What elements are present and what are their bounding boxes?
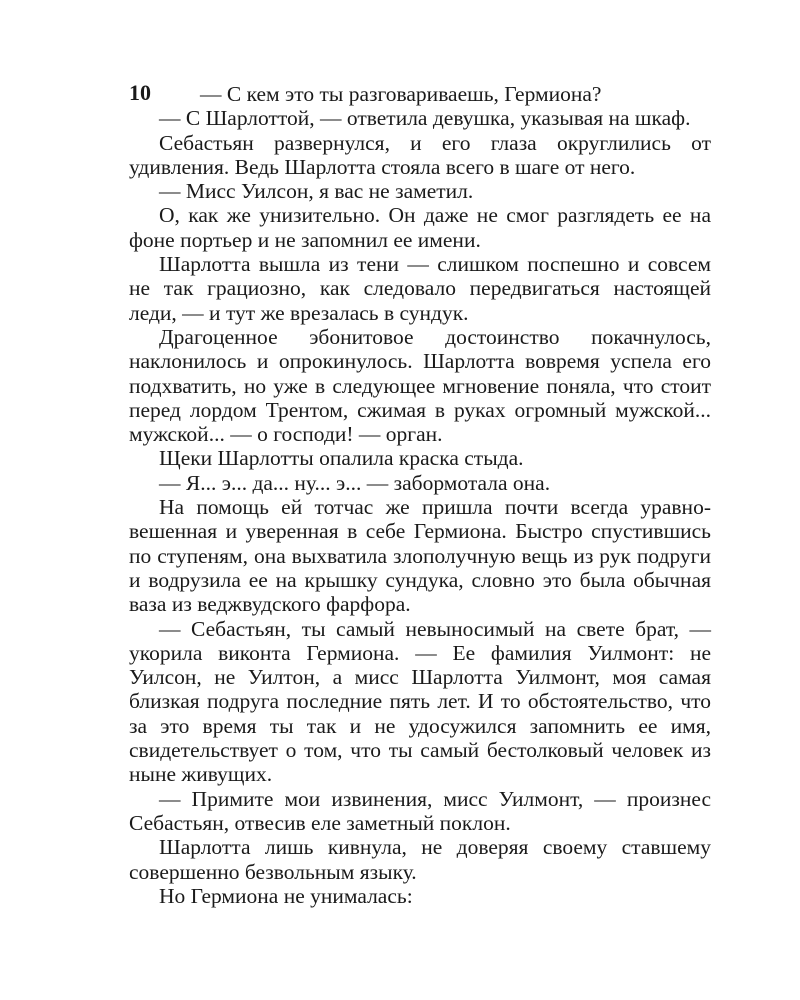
paragraph: — С кем это ты разговариваешь, Гермиона? xyxy=(200,82,602,106)
paragraph: Драгоценное эбонитовое достоинство покачнулось, наклонилось и опрокинулось. Шарлотта вовремя успела его подхватить, но уже в следующее мгновение поняла, что стоит перед лордом Трентом, сжимая в руках огромный мужской... мужской... — о господи! — орган. xyxy=(129,324,711,447)
paragraph: — Я... э... да... ну... э... — забормотала она. xyxy=(159,470,551,495)
paragraph: Но Гермиона не унималась: xyxy=(159,883,413,908)
page-text xyxy=(129,82,711,908)
paragraph: — Мисс Уилсон, я вас не заметил. xyxy=(159,179,474,204)
paragraph: — Примите мои извинения, мисс Уилмонт, — произнес Себастьян, отвесив еле заметный поклон. xyxy=(129,786,711,835)
page-number: 10 xyxy=(129,80,151,105)
paragraph: О, как же унизительно. Он даже не смог разглядеть ее на фоне портьер и не запомнил ее имени. xyxy=(129,203,711,252)
paragraph: Себастьян развернулся, и его глаза округлились от удивления. Ведь Шарлотта стояла всего в шаге от него. xyxy=(129,130,711,179)
paragraph: На помощь ей тотчас же пришла почти всегда уравновешенная и уверенная в себе Гермиона. Быстро спустившись по ступеням, она выхватила злополучную вещь из рук подруги и водрузила ее на крышку сундука, словно это была обычная ваза из веджвудского фарфора. xyxy=(129,495,711,617)
paragraph: — Себастьян, ты самый невыносимый на свете брат, — укорила виконта Гермиона. — Ее фамилия Уилмонт: не Уилсон, не Уилтон, а мисс Шарлотта Уилмонт, моя самая близкая подруга последние пять лет. И то обстоятельство, что за это время ты так и не удосужился запомнить ее имя, свидетельствует о том, что ты самый бестолковый человек из ныне живущих. xyxy=(129,616,711,787)
paragraph: Щеки Шарлотты опалила краска стыда. xyxy=(159,446,524,471)
paragraph: Шарлотта лишь кивнула, не доверяя своему ставшему совершенно безвольным языку. xyxy=(129,835,711,884)
paragraph: — С Шарлоттой, — ответила девушка, указывая на шкаф. xyxy=(159,106,691,131)
paragraph: Шарлотта вышла из тени — слишком поспешно и совсем не так грациозно, как следовало передвигаться настоящей леди, — и тут же врезалась в сундук. xyxy=(129,252,711,325)
